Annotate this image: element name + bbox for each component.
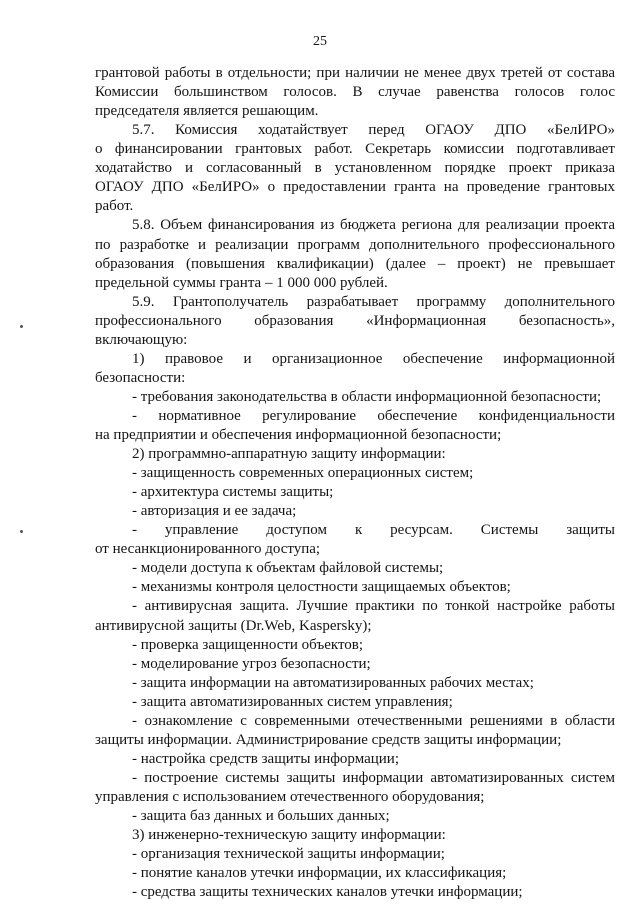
- text-line: председателя является решающим.: [95, 103, 319, 120]
- text-line: - настройка средств защиты информации;: [132, 750, 400, 767]
- text-line: грантовой работы в отдельности; при наличии не менее двух третей от состава: [95, 65, 615, 81]
- text-line: от несанкционированного доступа;: [95, 541, 321, 558]
- text-line: включающую:: [95, 331, 188, 348]
- page-number: 25: [313, 34, 327, 49]
- text-line: - антивирусная защита. Лучшие практики по тонкой настройке работы: [132, 598, 615, 615]
- text-line: - организация технической защиты информации;: [132, 846, 445, 863]
- text-line: по разработке и реализации программ дополнительного профессионального: [95, 236, 615, 253]
- text-line: - проверка защищенности объектов;: [132, 636, 364, 653]
- text-line: 5.7. Комиссия ходатайствует перед ОГАОУ ДПО «БелИРО»: [132, 122, 615, 139]
- text-line: - моделирование угроз безопасности;: [132, 655, 371, 672]
- text-line: - авторизация и ее задача;: [132, 503, 297, 520]
- text-line: безопасности:: [95, 369, 186, 386]
- text-line: о финансировании грантовых работ. Секретарь комиссии подготавливает: [95, 141, 615, 158]
- text-line: образования (повышения квалификации) (далее – проект) не превышает: [95, 255, 615, 272]
- text-line: - понятие каналов утечки информации, их классификация;: [132, 865, 507, 882]
- text-line: - модели доступа к объектам файловой системы;: [132, 560, 444, 577]
- text-line: антивирусной защиты (Dr.Web, Kaspersky);: [95, 617, 372, 634]
- text-line: Комиссии большинством голосов. В случае равенства голосов голос: [95, 84, 615, 100]
- text-line: - архитектура системы защиты;: [132, 484, 334, 501]
- text-line: - защита информации на автоматизированных рабочих местах;: [132, 674, 534, 691]
- scan-speck: [20, 530, 23, 533]
- text-line: на предприятии и обеспечения информационной безопасности;: [95, 426, 502, 443]
- text-line: - защита баз данных и больших данных;: [132, 808, 390, 824]
- text-line: работ.: [95, 198, 134, 215]
- text-line: 5.9. Грантополучатель разрабатывает программу дополнительного: [132, 293, 615, 310]
- text-line: управления с использованием отечественного оборудования;: [95, 788, 485, 805]
- text-line: - требования законодательства в области информационной безопасности;: [132, 388, 602, 405]
- text-line: - механизмы контроля целостности защищаемых объектов;: [132, 579, 511, 596]
- text-line: - защищенность современных операционных систем;: [132, 465, 474, 482]
- text-line: - ознакомление с современными отечественными решениями в области: [132, 712, 615, 729]
- text-line: ОГАОУ ДПО «БелИРО» о предоставлении гранта на проведение грантовых: [95, 179, 615, 196]
- text-line: - защита автоматизированных систем управления;: [132, 693, 453, 710]
- text-line: - средства защиты технических каналов утечки информации;: [132, 884, 523, 901]
- text-line: - нормативное регулирование обеспечение конфиденциальности: [132, 407, 615, 424]
- text-line: - построение системы защиты информации автоматизированных систем: [132, 769, 615, 786]
- text-line: 5.8. Объем финансирования из бюджета региона для реализации проекта: [132, 217, 615, 234]
- text-line: профессионального образования «Информационная безопасность»,: [95, 312, 615, 329]
- text-line: защиты информации. Администрирование средств защиты информации;: [95, 731, 562, 748]
- text-line: ходатайство и согласованный в установленном порядке проект приказа: [95, 160, 615, 177]
- text-line: 3) инженерно-техническую защиту информации:: [132, 827, 446, 843]
- text-line: 1) правовое и организационное обеспечение информационной: [132, 350, 615, 367]
- text-line: - управление доступом к ресурсам. Системы защиты: [132, 522, 615, 539]
- text-line: предельной суммы гранта – 1 000 000 рублей.: [95, 274, 388, 291]
- text-line: 2) программно-аппаратную защиту информации:: [132, 446, 446, 462]
- scan-speck: [20, 325, 23, 328]
